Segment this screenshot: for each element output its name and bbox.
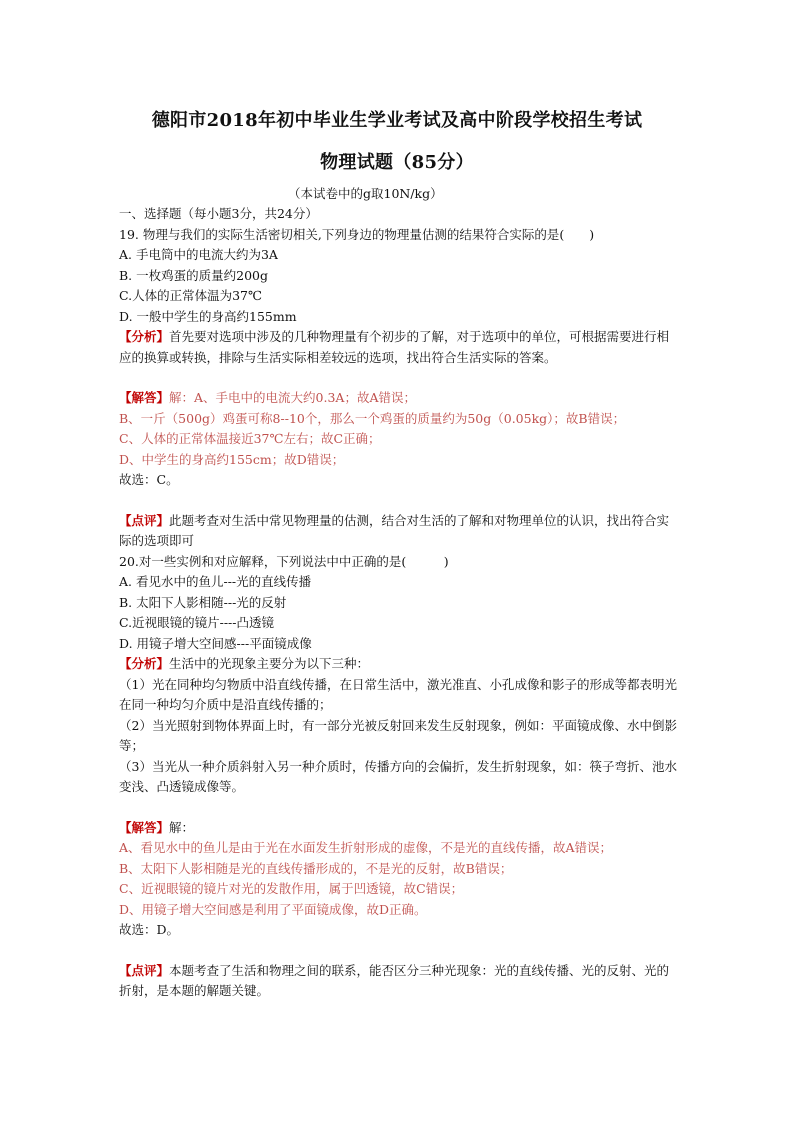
- question-20-answer-a: A、看见水中的鱼儿是由于光在水面发生折射形成的虚像，不是光的直线传播，故A错误；: [119, 840, 613, 855]
- question-19-comment: [119, 511, 679, 552]
- section-heading: 一、选择题（每小题3分，共24分）: [119, 206, 318, 221]
- question-19-answer-b: B、一斤（500g）鸡蛋可称8--10个，那么一个鸡蛋的质量约为50g（0.05kg）；故B错误；: [119, 410, 626, 426]
- question-19-answer-d: D、中学生的身高约155cm；故D错误；: [119, 451, 345, 467]
- question-20-answer-d: D、用镜子增大空间感是利用了平面镜成像，故D正确。: [119, 901, 427, 917]
- question-19-option-b: B. 一枚鸡蛋的质量约200g: [119, 267, 268, 283]
- question-20-analysis: [119, 654, 679, 675]
- answer-tag: 【解答】: [119, 390, 170, 405]
- question-20-point-2: （2）当光照射到物体界面上时，有一部分光被反射回来发生反射现象，例如：平面镜成像、水中倒影等；: [119, 717, 677, 753]
- question-19-option-d: D. 一般中学生的身高约155mm: [119, 308, 297, 324]
- exam-content: [119, 204, 679, 1002]
- question-20-choice: 故选：D。: [119, 922, 180, 937]
- question-20-answer: [119, 818, 679, 839]
- question-20-answer-b: B、太阳下人影相随是光的直线传播形成的，不是光的反射，故B错误；: [119, 860, 513, 876]
- comment-text: 本题考查了生活和物理之间的联系，能否区分三种光现象：光的直线传播、光的反射、光的折射，是本题的解题关键。: [119, 962, 670, 998]
- question-20-comment: [119, 961, 679, 1002]
- analysis-tag: 【分析】: [119, 656, 170, 671]
- question-20-point-3: （3）当光从一种介质斜射入另一种介质时，传播方向的会偏折，发生折射现象，如：筷子弯折、池水变浅、凸透镜成像等。: [119, 758, 677, 794]
- question-19-answer-c: C、人体的正常体温接近37℃左右；故C正确；: [119, 431, 381, 446]
- question-20-option-b: B. 太阳下人影相随---光的反射: [119, 594, 287, 610]
- question-19-stem: 19. 物理与我们的实际生活密切相关,下列身边的物理量估测的结果符合实际的是( ): [119, 226, 595, 242]
- question-20-stem: 20.对一些实例和对应解释，下列说法中中正确的是( ): [119, 553, 449, 569]
- question-20-option-d: D. 用镜子增大空间感---平面镜成像: [119, 635, 312, 651]
- question-19-option-a: A. 手电筒中的电流大约为3A: [119, 247, 278, 262]
- question-19-answer: [119, 388, 679, 409]
- question-20-option-a: A. 看见水中的鱼儿---光的直线传播: [119, 574, 312, 589]
- answer-tag: 【解答】: [119, 819, 170, 835]
- analysis-text: 首先要对选项中涉及的几种物理量有个初步的了解，对于选项中的单位，可根据需要进行相应的换算或转换，排除与生活实际相差较远的选项，找出符合生活实际的答案。: [119, 329, 670, 365]
- question-20-answer-c: C、近视眼镜的镜片对光的发散作用，属于凹透镜，故C错误；: [119, 881, 464, 896]
- question-20-option-c: C.近视眼镜的镜片----凸透镜: [119, 615, 274, 630]
- exam-note: （本试卷中的g取10N/kg）: [288, 186, 443, 201]
- exam-title: 德阳市2018年初中毕业生学业考试及高中阶段学校招生考试: [151, 110, 643, 131]
- answer-intro: 解：: [169, 819, 195, 835]
- exam-subtitle: 物理试题（85分）: [320, 152, 474, 173]
- analysis-text: 生活中的光现象主要分为以下三种：: [169, 656, 370, 671]
- question-19-analysis: [119, 327, 679, 368]
- question-20-point-1: （1）光在同种均匀物质中沿直线传播，在日常生活中，激光准直、小孔成像和影子的形成等都表明光在同一种均匀介质中是沿直线传播的；: [119, 676, 677, 712]
- question-19-choice: 故选：C。: [119, 472, 179, 487]
- comment-text: 此题考查对生活中常见物理量的估测，结合对生活的了解和对物理单位的认识，找出符合实际的选项即可: [119, 512, 670, 548]
- analysis-tag: 【分析】: [119, 329, 170, 344]
- question-19-option-c: C.人体的正常体温为37℃: [119, 288, 262, 303]
- comment-tag: 【点评】: [119, 512, 170, 528]
- comment-tag: 【点评】: [119, 962, 170, 978]
- answer-intro: 解：A、手电中的电流大约0.3A；故A错误；: [169, 390, 416, 405]
